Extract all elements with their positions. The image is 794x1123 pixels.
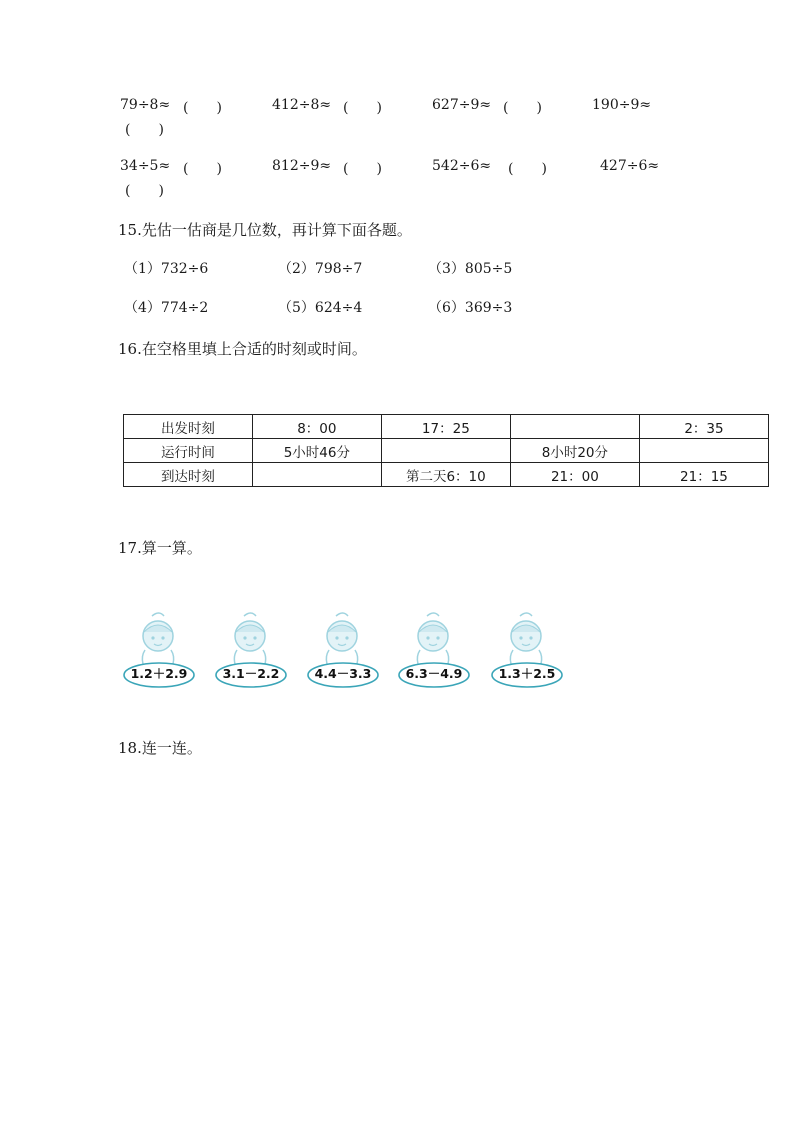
answer-blank: ( ) — [503, 100, 542, 116]
estimate-expr: 190÷9≈ — [592, 97, 652, 113]
table-cell: 21：00 — [510, 463, 639, 487]
calc-expression: 1.2＋2.9 — [130, 666, 188, 681]
answer-blank: ( ) — [125, 122, 164, 138]
answer-blank: ( ) — [508, 161, 547, 177]
question-16-title: 16.在空格里填上合适的时刻或时间。 — [118, 340, 367, 358]
table-cell: 17：25 — [381, 415, 510, 439]
question-17-title: 17.算一算。 — [118, 539, 202, 557]
table-cell: 第二天6：10 — [381, 463, 510, 487]
answer-blank: ( ) — [183, 100, 222, 116]
table-cell: 8小时20分 — [510, 439, 639, 463]
table-row — [124, 439, 769, 463]
q15-item: （2）798÷7 — [278, 261, 363, 277]
estimate-expr: 79÷8≈ — [120, 97, 171, 113]
cartoon-kid-card — [490, 612, 564, 702]
estimate-expr: 427÷6≈ — [600, 158, 660, 174]
calc-expression: 3.1－2.2 — [222, 666, 280, 681]
question-18-title: 18.连一连。 — [118, 739, 202, 757]
table-cell: 5小时46分 — [252, 439, 381, 463]
q15-item: （1）732÷6 — [124, 261, 209, 277]
answer-blank: ( ) — [125, 183, 164, 199]
table-cell: 8：00 — [252, 415, 381, 439]
calc-expression: 6.3－4.9 — [405, 666, 463, 681]
table-cell: 2：35 — [639, 415, 768, 439]
estimate-expr: 412÷8≈ — [272, 97, 332, 113]
cartoon-kid-card — [122, 612, 196, 702]
row-header: 出发时刻 — [124, 415, 253, 439]
cartoon-kid-card — [306, 612, 380, 702]
answer-blank: ( ) — [343, 161, 382, 177]
row-header: 运行时间 — [124, 439, 253, 463]
time-table — [123, 414, 769, 487]
table-row — [124, 463, 769, 487]
cartoon-kid-card — [214, 612, 288, 702]
answer-blank: ( ) — [183, 161, 222, 177]
estimate-expr: 812÷9≈ — [272, 158, 332, 174]
row-header: 到达时刻 — [124, 463, 253, 487]
estimate-expr: 542÷6≈ — [432, 158, 492, 174]
estimate-expr: 34÷5≈ — [120, 158, 171, 174]
q15-item: （5）624÷4 — [278, 300, 363, 316]
table-cell — [381, 439, 510, 463]
q15-item: （3）805÷5 — [428, 261, 513, 277]
q15-item: （4）774÷2 — [124, 300, 209, 316]
table-cell — [639, 439, 768, 463]
table-cell — [510, 415, 639, 439]
cartoon-kid-card — [397, 612, 471, 702]
answer-blank: ( ) — [343, 100, 382, 116]
calc-expression: 1.3＋2.5 — [498, 666, 556, 681]
table-cell: 21：15 — [639, 463, 768, 487]
estimate-expr: 627÷9≈ — [432, 97, 492, 113]
calc-expression: 4.4－3.3 — [314, 666, 372, 681]
q15-item: （6）369÷3 — [428, 300, 513, 316]
table-cell — [252, 463, 381, 487]
table-row — [124, 415, 769, 439]
question-15-title: 15.先估一估商是几位数，再计算下面各题。 — [118, 221, 412, 239]
